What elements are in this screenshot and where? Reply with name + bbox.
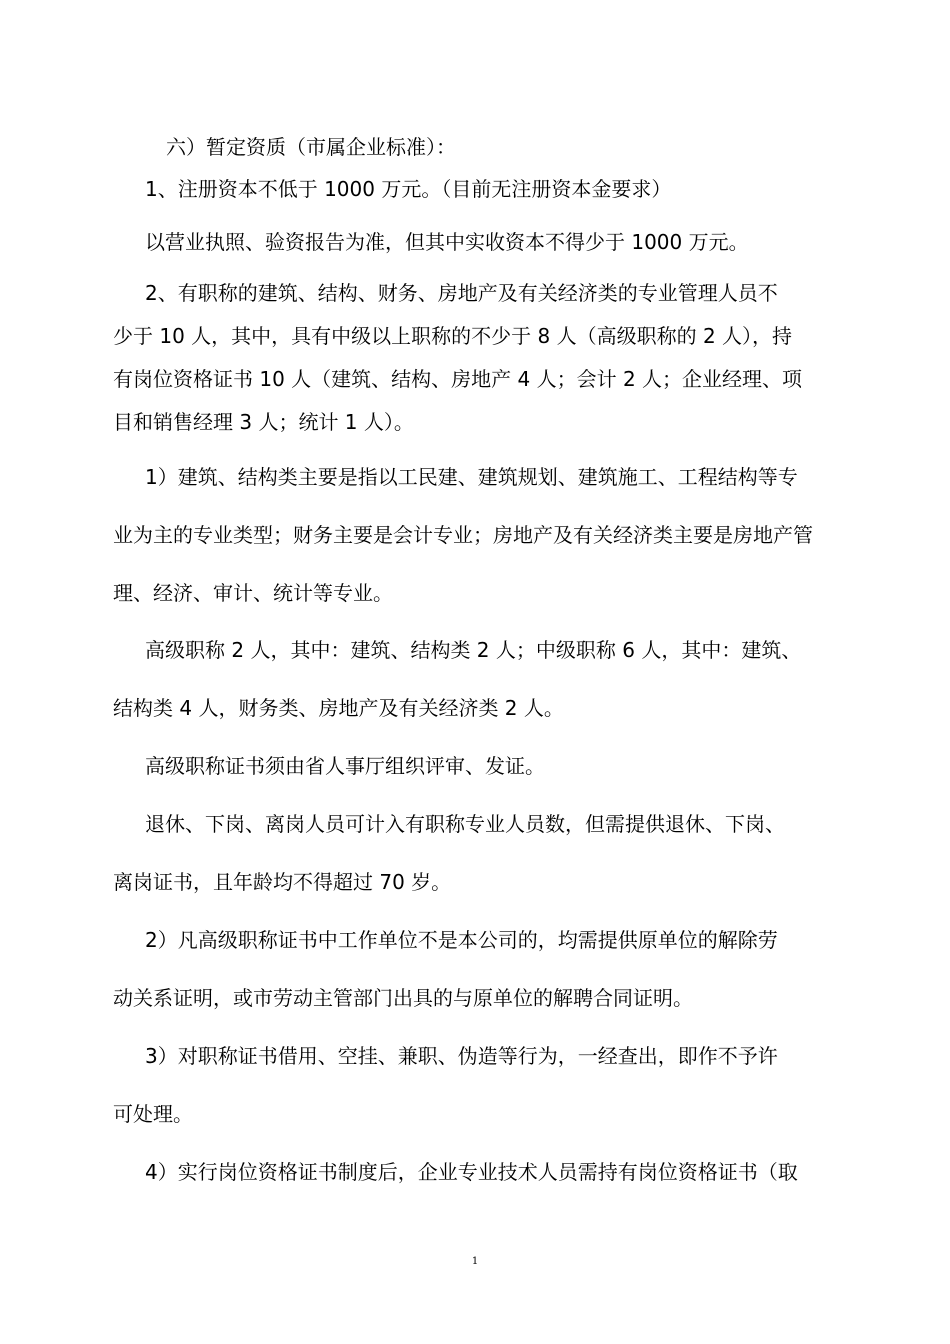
paragraph-line: 2）凡高级职称证书中工作单位不是本公司的，均需提供原单位的解除劳	[145, 928, 778, 952]
paragraph-line: 业为主的专业类型；财务主要是会计专业；房地产及有关经济类主要是房地产管	[113, 523, 813, 547]
section-heading: 六）暂定资质（市属企业标准）：	[166, 135, 456, 159]
paragraph-line: 3）对职称证书借用、空挂、兼职、伪造等行为，一经查出，即作不予许	[145, 1044, 778, 1068]
paragraph-line: 高级职称证书须由省人事厅组织评审、发证。	[145, 754, 545, 778]
paragraph-line: 动关系证明，或市劳动主管部门出具的与原单位的解聘合同证明。	[113, 986, 693, 1010]
paragraph-line: 2、有职称的建筑、结构、财务、房地产及有关经济类的专业管理人员不	[145, 281, 778, 305]
paragraph-line: 1、注册资本不低于 1000 万元。（目前无注册资本金要求）	[145, 177, 672, 201]
paragraph-line: 离岗证书，且年龄均不得超过 70 岁。	[113, 870, 452, 894]
paragraph-line: 理、经济、审计、统计等专业。	[113, 581, 393, 605]
paragraph-line: 1）建筑、结构类主要是指以工民建、建筑规划、建筑施工、工程结构等专	[145, 465, 798, 489]
paragraph-line: 可处理。	[113, 1102, 193, 1126]
paragraph-line: 结构类 4 人，财务类、房地产及有关经济类 2 人。	[113, 696, 564, 720]
paragraph-line: 目和销售经理 3 人；统计 1 人）。	[113, 410, 414, 434]
paragraph-line: 高级职称 2 人，其中：建筑、结构类 2 人；中级职称 6 人，其中：建筑、	[145, 638, 802, 662]
paragraph-line: 退休、下岗、离岗人员可计入有职称专业人员数，但需提供退休、下岗、	[145, 812, 785, 836]
paragraph-line: 有岗位资格证书 10 人（建筑、结构、房地产 4 人；会计 2 人；企业经理、项	[113, 367, 803, 391]
paragraph-line: 少于 10 人，其中，具有中级以上职称的不少于 8 人（高级职称的 2 人），持	[113, 324, 793, 348]
paragraph-line: 4）实行岗位资格证书制度后，企业专业技术人员需持有岗位资格证书（取	[145, 1160, 798, 1184]
paragraph-line: 以营业执照、验资报告为准，但其中实收资本不得少于 1000 万元。	[145, 230, 749, 254]
page-number: 1	[471, 1256, 479, 1267]
